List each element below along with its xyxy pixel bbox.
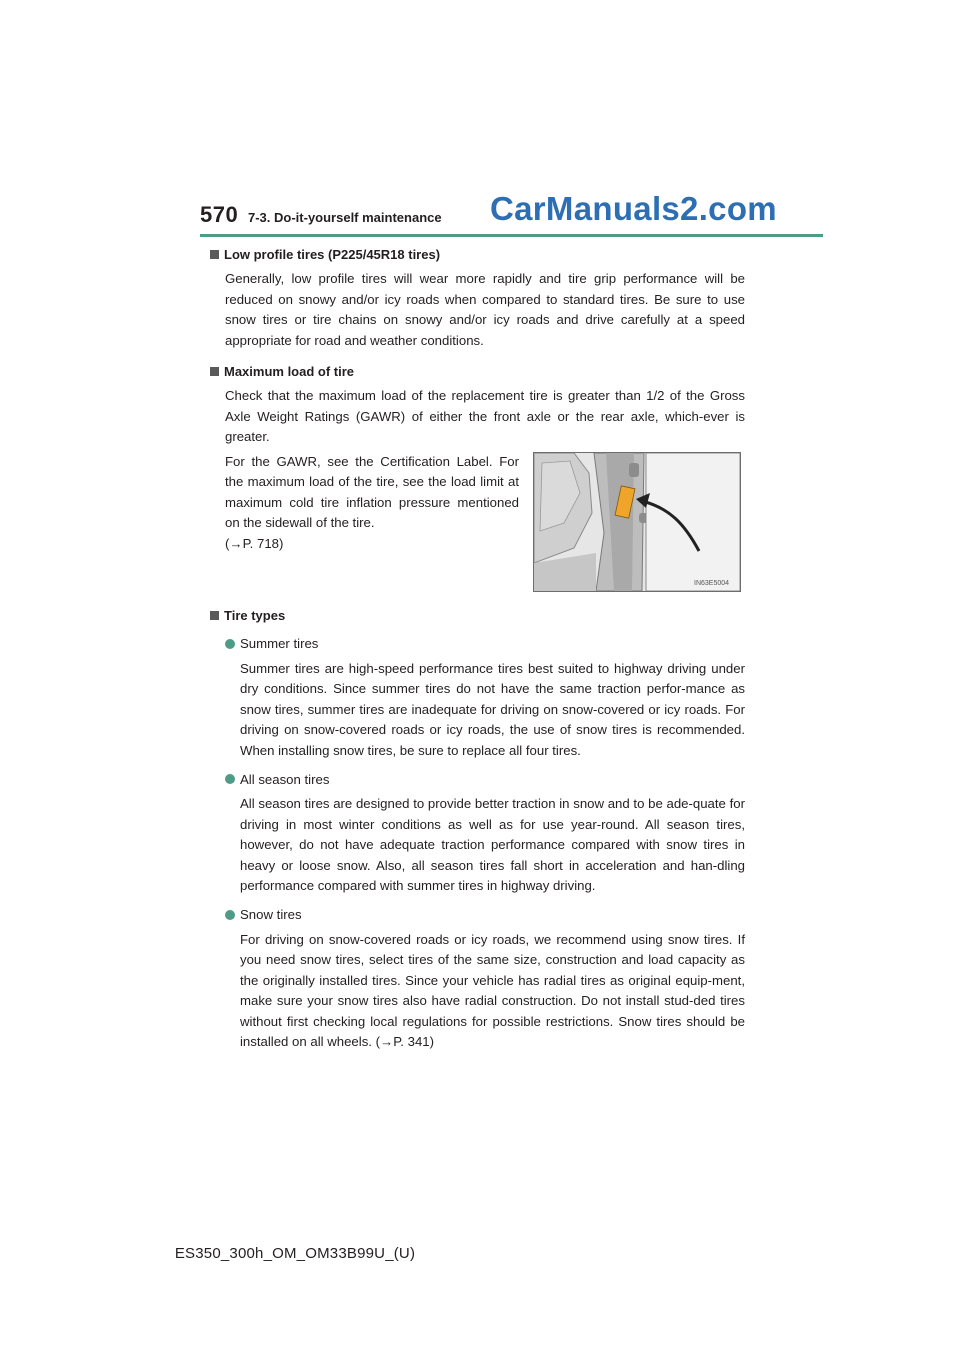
manual-code: ES350_300h_OM_OM33B99U_(U) [174,1245,416,1262]
square-bullet-icon [210,611,219,620]
low-profile-section [210,244,745,351]
circle-bullet-icon [225,910,235,920]
snow-tires-heading [225,905,745,925]
figure-row [225,452,745,592]
figure-text: For the GAWR, see the Certification Label. For the maximum load of the tire, see the load limit at maximum cold tire inflation pressure mentioned on the sidewall of the tire. [225,453,519,530]
bullet-title: All season tires [240,771,330,787]
page-reference-link[interactable]: (→P. 718) [225,535,284,551]
circle-bullet-icon [225,639,235,649]
section-heading [210,244,745,264]
page-content [210,244,745,1063]
heading-text: Tire types [224,608,286,623]
paragraph: For driving on snow-covered roads or icy roads, we recommend using snow tires. If you need snow tires, select tires of the same size, construction and load capacity as the originally installed tires. Since your vehicle has radial tires as original equip-ment, make sure your snow tires also have radial construction. Do not install stud-ded tires without first checking local regulations for possible restrictions. Snow tires should be installed on all wheels. (→P. 341) [240,931,745,1049]
bullet-title: Summer tires [240,636,319,651]
bullet-title: Snow tires [240,907,302,922]
paragraph: Check that the maximum load of the replacement tire is greater than 1/2 of the Gross Axle Weight Ratings (GAWR) of either the front axle or the rear axle, which-ever is greater. [225,388,745,444]
illustration-svg [534,453,740,591]
door-pillar-illustration [533,452,741,592]
heading-text: Low profile tires (P225/45R18 tires) [224,246,441,262]
page-header [200,190,823,236]
page-number: 570 [200,202,239,227]
figure-caption [225,452,519,592]
watermark-logo: CarManuals2.com [490,190,777,227]
paragraph: Generally, low profile tires will wear more rapidly and tire grip performance will be reduced on snowy and/or icy roads when compared to standard tires. Be sure to use snow tires or tire chains on snowy and/or icy roads and drive carefully at a speed appropriate for road and weather conditions. [225,271,745,348]
summer-tires-heading [225,634,745,654]
header-rule [200,234,823,237]
figure-code: IN63E5004 [694,579,730,587]
square-bullet-icon [210,367,219,376]
section-heading [210,606,745,626]
page-footer [0,1245,960,1262]
section-heading [210,361,745,381]
max-load-section [210,361,745,592]
heading-text: Maximum load of tire [224,363,355,379]
all-season-tires-heading [225,769,745,789]
paragraph: Summer tires are high-speed performance tires best suited to highway driving under dry conditions. Since summer tires do not have the same traction perfor-mance as snow tires, summer tires are inadequate for driving on snow-covered or icy roads. For driving on snow-covered roads or icy roads, the use of snow tires is recommended. When installing snow tires, be sure to replace all four tires. [240,660,745,758]
tire-types-section [210,606,745,1053]
circle-bullet-icon [225,774,235,784]
paragraph: All season tires are designed to provide better traction in snow and to be ade-quate for driving in most winter conditions as well as for use year-round. All season tires, however, do not have adequate traction performance compared with snow tires in heavy or loose snow. Also, all season tires fall short in acceleration and han-dling performance compared with summer tires in highway driving. [240,796,745,893]
square-bullet-icon [210,250,219,259]
section-title: 7-3. Do-it-yourself maintenance [248,210,442,225]
